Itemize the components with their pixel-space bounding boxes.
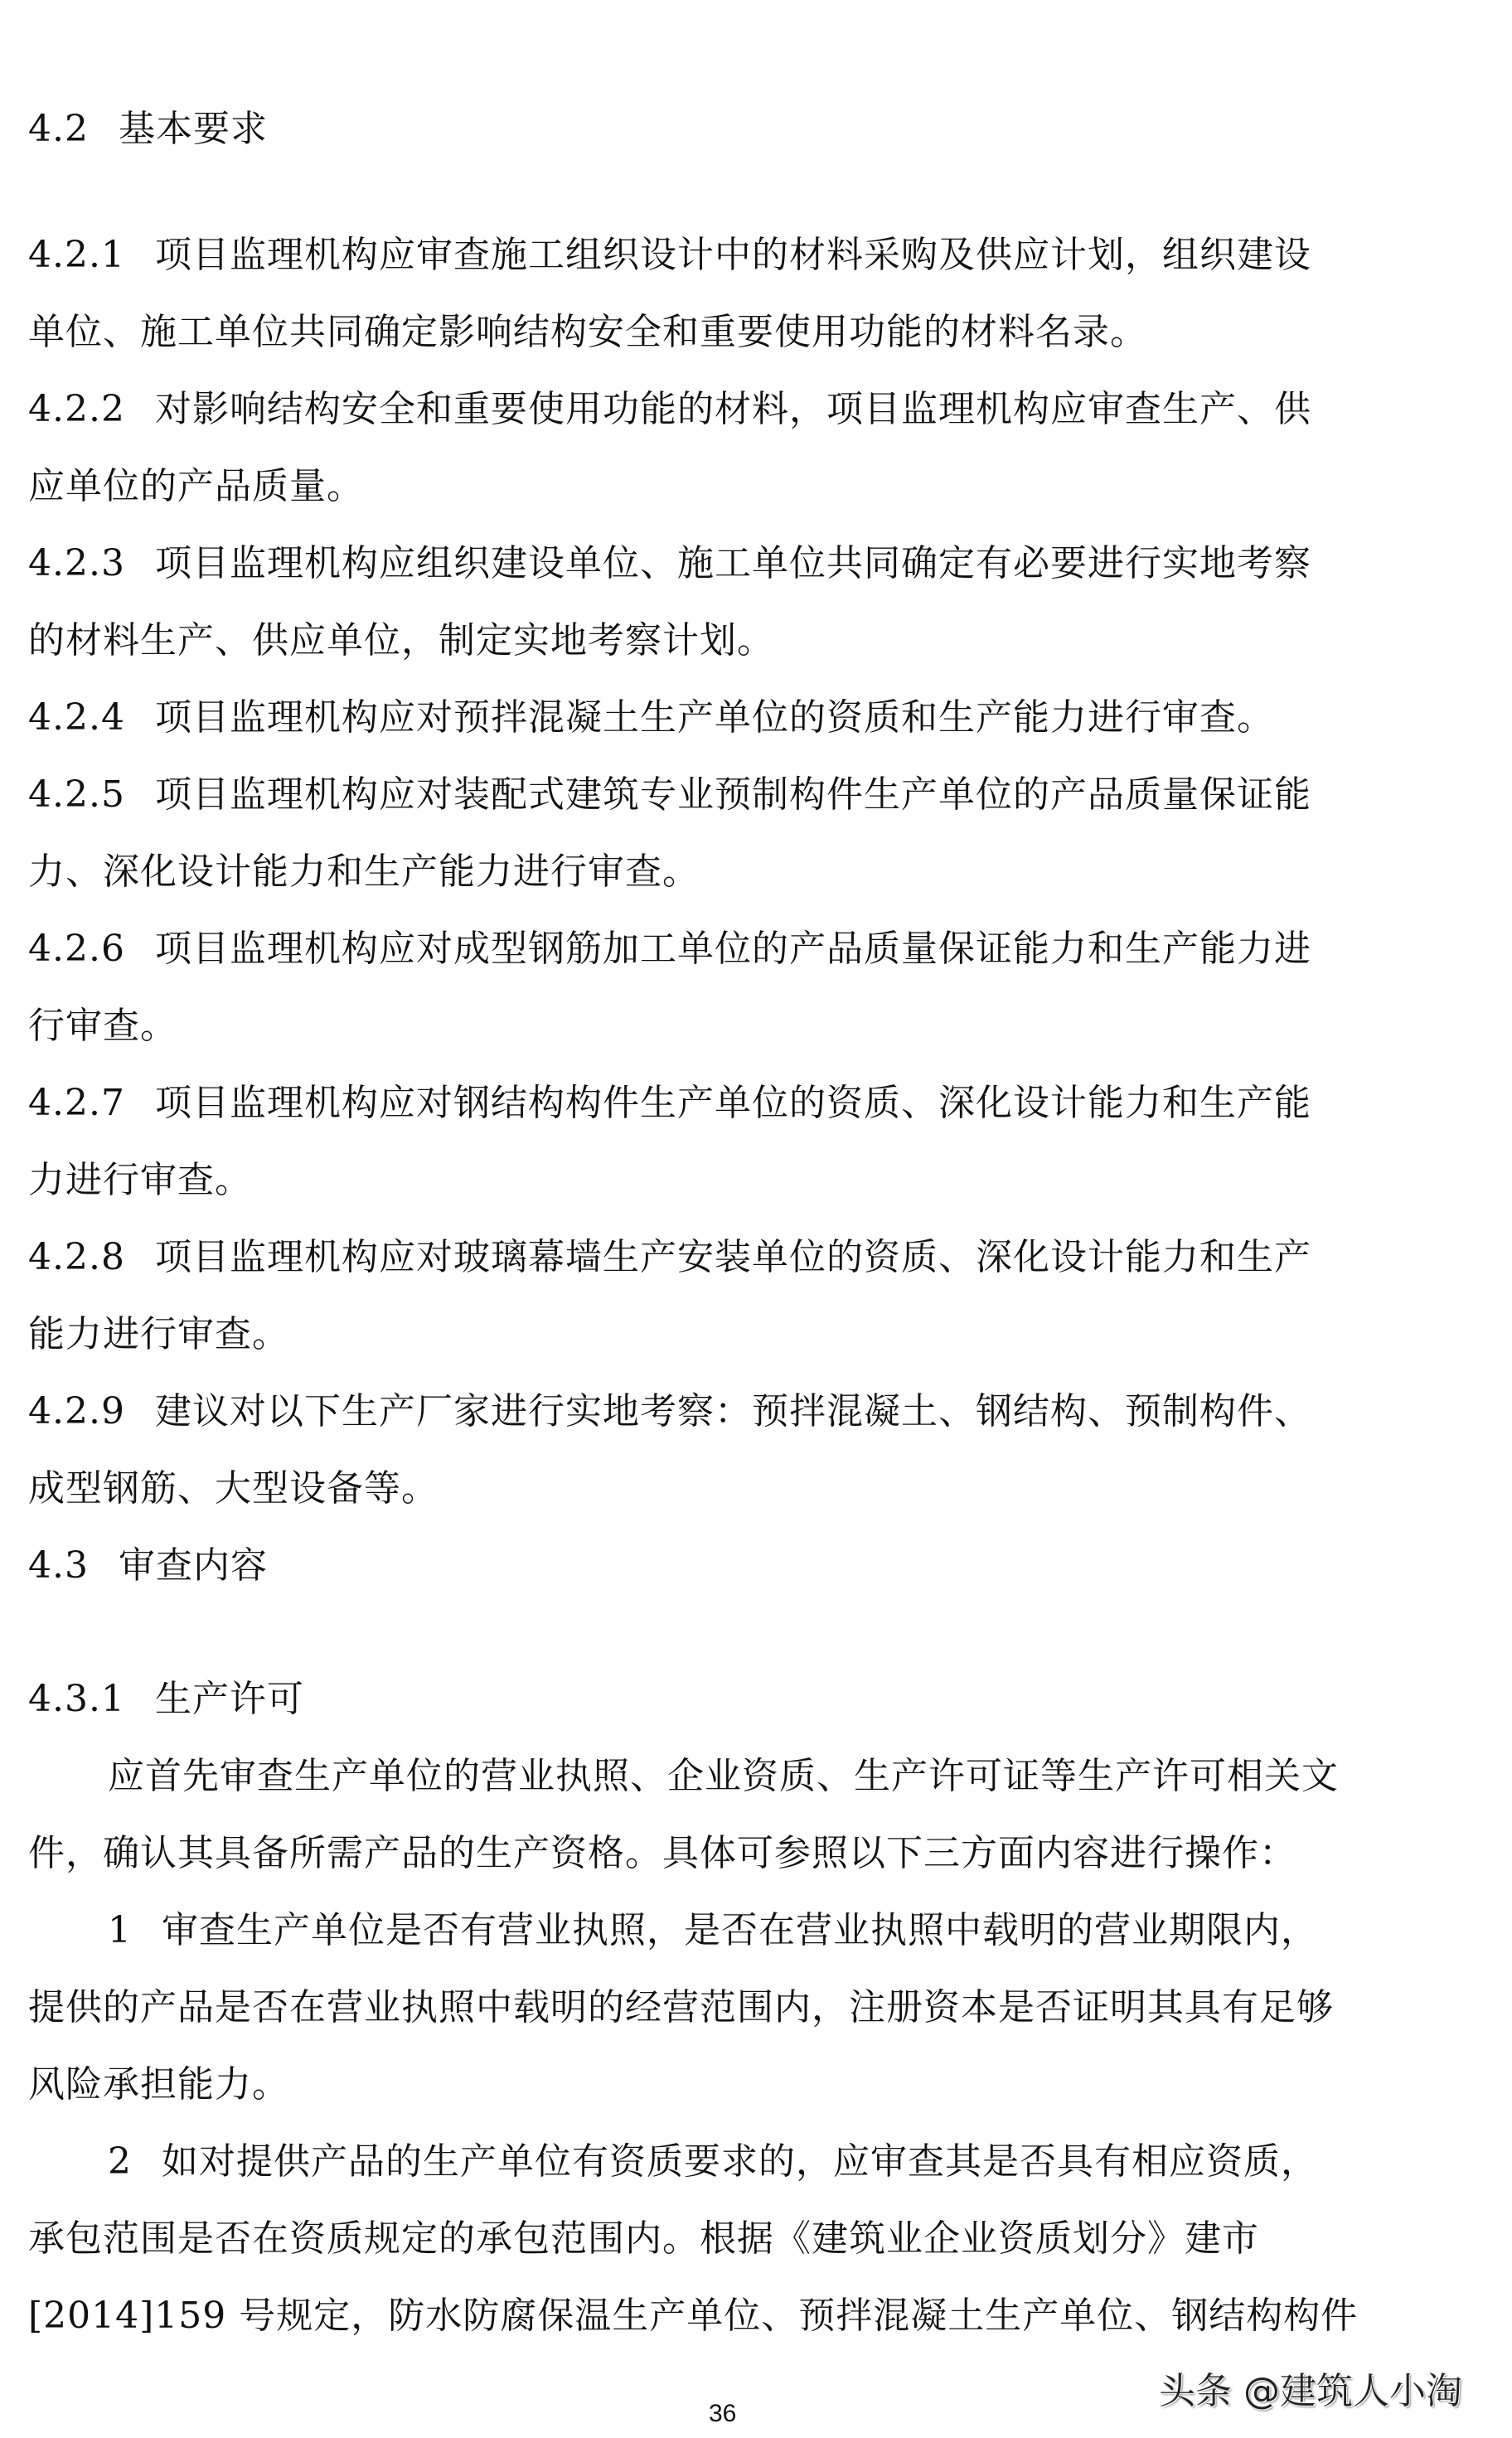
- clause-number: 4.2.7: [28, 1082, 125, 1124]
- text-line: [28, 849, 700, 895]
- text-line: [28, 772, 1311, 818]
- clause-number: 2: [108, 2140, 132, 2183]
- clause-number: 4.2.8: [28, 1236, 125, 1278]
- text-line: [28, 1003, 177, 1049]
- clause-number: 4.2.9: [28, 1390, 125, 1432]
- clause-number: 4.2.1: [28, 234, 125, 276]
- section-heading: [28, 1543, 268, 1589]
- text-line: [28, 1157, 252, 1204]
- clause-number: 1: [108, 1909, 132, 1951]
- line-text: 力进行审查。: [28, 1159, 252, 1201]
- line-text: 成型钢筋、大型设备等。: [28, 1467, 439, 1510]
- line-text: 单位、施工单位共同确定影响结构安全和重要使用功能的材料名录。: [28, 311, 1147, 353]
- text-line: [28, 1234, 1311, 1281]
- line-text: 项目监理机构应对钢结构构件生产单位的资质、深化设计能力和生产能: [154, 1082, 1311, 1124]
- text-line: [28, 1389, 1311, 1435]
- line-text: 项目监理机构应对玻璃幕墙生产安装单位的资质、深化设计能力和生产: [154, 1236, 1311, 1278]
- line-text: 风险承担能力。: [28, 2063, 289, 2106]
- text-line: [108, 2139, 1318, 2185]
- clause-number: 4.3: [28, 1544, 89, 1587]
- line-text: 项目监理机构应对装配式建筑专业预制构件生产单位的产品质量保证能: [154, 773, 1311, 816]
- text-line: [28, 618, 774, 664]
- text-line: [28, 1311, 289, 1358]
- line-text: 承包范围是否在资质规定的承包范围内。根据《建筑业企业资质划分》建市: [28, 2217, 1259, 2260]
- line-text: 如对提供产品的生产单位有资质要求的，应审查其是否具有相应资质，: [162, 2140, 1318, 2183]
- line-text: 项目监理机构应对预拌混凝土生产单位的资质和生产能力进行审查。: [154, 696, 1274, 739]
- text-line: [28, 1830, 1296, 1877]
- clause-number: 4.2.4: [28, 696, 125, 739]
- clause-number: 4.2.3: [28, 542, 125, 584]
- clause-number: 4.2.5: [28, 773, 125, 816]
- line-text: 项目监理机构应审查施工组织设计中的材料采购及供应计划，组织建设: [154, 234, 1311, 276]
- text-line: [28, 1080, 1311, 1127]
- clause-number: 4.2: [28, 108, 89, 150]
- text-line: [108, 1753, 1339, 1800]
- text-line: [28, 2293, 1358, 2339]
- text-line: [28, 386, 1311, 433]
- line-text: 行审查。: [28, 1005, 177, 1047]
- line-text: 审查内容: [118, 1544, 268, 1587]
- text-line: [28, 2216, 1259, 2262]
- line-text: 审查生产单位是否有营业执照，是否在营业执照中载明的营业期限内，: [162, 1909, 1318, 1951]
- line-text: 对影响结构安全和重要使用功能的材料，项目监理机构应审查生产、供: [154, 388, 1311, 430]
- text-line: [28, 540, 1311, 587]
- line-text: 建议对以下生产厂家进行实地考察：预拌混凝土、钢结构、预制构件、: [154, 1390, 1311, 1432]
- line-text: 能力进行审查。: [28, 1313, 289, 1355]
- text-line: [28, 1985, 1334, 2031]
- line-text: 应单位的产品质量。: [28, 465, 364, 507]
- section-heading: [28, 106, 268, 153]
- text-line: [28, 232, 1311, 279]
- text-line: [28, 1676, 304, 1723]
- text-line: [28, 926, 1311, 972]
- line-text: [2014]159 号规定，防水防腐保温生产单位、预拌混凝土生产单位、钢结构构件: [28, 2295, 1359, 2337]
- line-text: 项目监理机构应对成型钢筋加工单位的产品质量保证能力和生产能力进: [154, 928, 1311, 970]
- line-text: 提供的产品是否在营业执照中载明的经营范围内，注册资本是否证明其具有足够: [28, 1986, 1334, 2028]
- line-text: 生产许可: [154, 1678, 304, 1720]
- text-line: [28, 309, 1147, 356]
- page-number: 36: [709, 2400, 737, 2427]
- text-line: [28, 463, 364, 510]
- clause-number: 4.2.6: [28, 928, 125, 970]
- line-text: 项目监理机构应组织建设单位、施工单位共同确定有必要进行实地考察: [154, 542, 1311, 584]
- clause-number: 4.3.1: [28, 1678, 125, 1720]
- text-line: [28, 2062, 289, 2108]
- line-text: 件，确认其具备所需产品的生产资格。具体可参照以下三方面内容进行操作：: [28, 1832, 1296, 1874]
- text-line: [28, 695, 1274, 741]
- watermark: 头条 @建筑人小淘: [1159, 2370, 1462, 2412]
- text-line: [28, 1466, 439, 1512]
- line-text: 应首先审查生产单位的营业执照、企业资质、生产许可证等生产许可相关文: [108, 1755, 1339, 1797]
- line-text: 的材料生产、供应单位，制定实地考察计划。: [28, 619, 774, 662]
- line-text: 力、深化设计能力和生产能力进行审查。: [28, 851, 700, 893]
- line-text: 基本要求: [118, 108, 268, 150]
- clause-number: 4.2.2: [28, 388, 125, 430]
- text-line: [108, 1907, 1318, 1954]
